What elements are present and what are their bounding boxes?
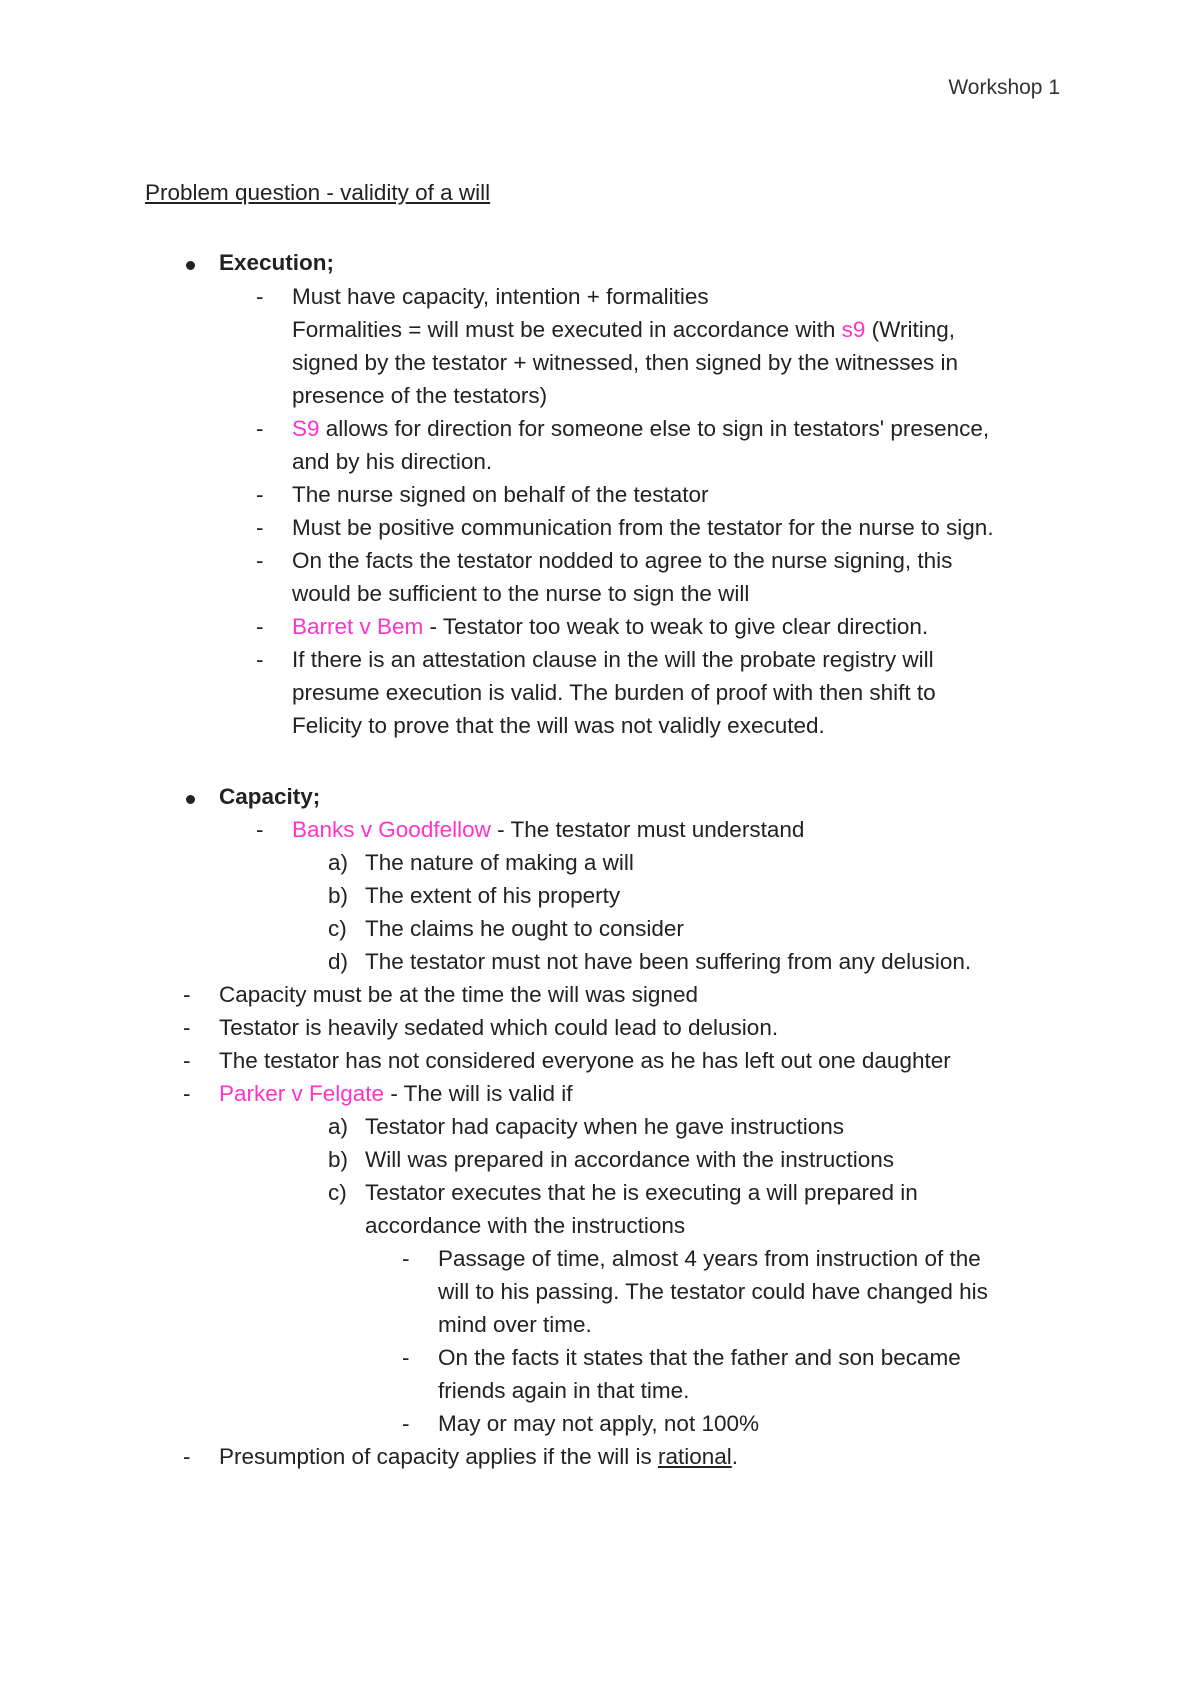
letter-marker: b) bbox=[328, 883, 349, 908]
list-item bbox=[219, 1079, 572, 1109]
list-item: accordance with the instructions bbox=[365, 1213, 686, 1238]
statute-reference: s9 bbox=[841, 317, 866, 342]
page-title: Problem question - validity of a will bbox=[145, 180, 491, 205]
dash-marker: - bbox=[402, 1246, 410, 1271]
dash-marker: - bbox=[183, 982, 191, 1007]
list-item: friends again in that time. bbox=[438, 1378, 690, 1403]
underlined-word: rational bbox=[657, 1444, 732, 1469]
list-item: presume execution is valid. The burden of proof with then shift to bbox=[292, 680, 936, 705]
list-item bbox=[292, 414, 989, 444]
dash-marker: - bbox=[256, 284, 264, 309]
dash-marker: - bbox=[402, 1345, 410, 1370]
list-item: Felicity to prove that the will was not validly executed. bbox=[292, 713, 825, 738]
text-span: - The will is valid if bbox=[384, 1081, 573, 1106]
letter-marker: c) bbox=[328, 1180, 347, 1205]
text-span: . bbox=[731, 1444, 739, 1469]
list-item: May or may not apply, not 100% bbox=[438, 1411, 759, 1436]
case-reference: Banks v Goodfellow bbox=[292, 817, 491, 842]
case-reference: Barret v Bem bbox=[292, 614, 424, 639]
text-span: Presumption of capacity applies if the will is bbox=[219, 1444, 658, 1469]
list-item: signed by the testator + witnessed, then signed by the witnesses in bbox=[292, 350, 959, 375]
list-item: Passage of time, almost 4 years from instruction of the bbox=[438, 1246, 981, 1271]
list-item: Testator executes that he is executing a will prepared in bbox=[365, 1180, 918, 1205]
list-item: The claims he ought to consider bbox=[365, 916, 684, 941]
list-item: and by his direction. bbox=[292, 449, 493, 474]
dash-marker: - bbox=[256, 482, 264, 507]
dash-marker: - bbox=[402, 1411, 410, 1436]
list-item bbox=[292, 315, 955, 345]
list-item bbox=[219, 1442, 738, 1472]
list-item: Testator is heavily sedated which could lead to delusion. bbox=[219, 1015, 779, 1040]
list-item: will to his passing. The testator could have changed his bbox=[438, 1279, 988, 1304]
capacity-heading: Capacity; bbox=[219, 784, 321, 809]
list-item: Testator had capacity when he gave instructions bbox=[365, 1114, 845, 1139]
list-item: The extent of his property bbox=[365, 883, 621, 908]
dash-marker: - bbox=[183, 1081, 191, 1106]
list-item: mind over time. bbox=[438, 1312, 592, 1337]
list-item: On the facts the testator nodded to agree to the nurse signing, this bbox=[292, 548, 953, 573]
text-span: - The testator must understand bbox=[490, 817, 805, 842]
dash-marker: - bbox=[256, 548, 264, 573]
bullet-dot bbox=[186, 261, 195, 270]
list-item bbox=[292, 815, 804, 845]
text-span: Formalities = will must be executed in accordance with bbox=[292, 317, 842, 342]
dash-marker: - bbox=[256, 647, 264, 672]
dash-marker: - bbox=[183, 1444, 191, 1469]
list-item: The nature of making a will bbox=[365, 850, 634, 875]
dash-marker: - bbox=[256, 817, 264, 842]
list-item: would be sufficient to the nurse to sign the will bbox=[292, 581, 750, 606]
bullet-dot bbox=[186, 795, 195, 804]
dash-marker: - bbox=[183, 1048, 191, 1073]
letter-marker: a) bbox=[328, 850, 349, 875]
case-reference: Parker v Felgate bbox=[219, 1081, 385, 1106]
list-item: Capacity must be at the time the will was signed bbox=[219, 982, 698, 1007]
letter-marker: d) bbox=[328, 949, 349, 974]
list-item: On the facts it states that the father and son became bbox=[438, 1345, 961, 1370]
list-item: Will was prepared in accordance with the instructions bbox=[365, 1147, 894, 1172]
letter-marker: c) bbox=[328, 916, 347, 941]
list-item: Must be positive communication from the testator for the nurse to sign. bbox=[292, 515, 994, 540]
dash-marker: - bbox=[256, 416, 264, 441]
list-item: The testator has not considered everyone as he has left out one daughter bbox=[219, 1048, 951, 1073]
dash-marker: - bbox=[183, 1015, 191, 1040]
letter-marker: b) bbox=[328, 1147, 349, 1172]
letter-marker: a) bbox=[328, 1114, 349, 1139]
dash-marker: - bbox=[256, 614, 264, 639]
list-item: If there is an attestation clause in the will the probate registry will bbox=[292, 647, 934, 672]
text-span: allows for direction for someone else to sign in testators' presence, bbox=[319, 416, 990, 441]
dash-marker: - bbox=[256, 515, 264, 540]
text-span: - Testator too weak to weak to give clear direction. bbox=[423, 614, 929, 639]
header-label: Workshop 1 bbox=[948, 76, 1060, 99]
statute-reference: S9 bbox=[292, 416, 320, 441]
list-item: presence of the testators) bbox=[292, 383, 548, 408]
list-item: The nurse signed on behalf of the testator bbox=[292, 482, 709, 507]
list-item bbox=[292, 612, 928, 642]
text-span: (Writing, bbox=[865, 317, 955, 342]
list-item: Must have capacity, intention + formalities bbox=[292, 284, 709, 309]
list-item: The testator must not have been suffering from any delusion. bbox=[365, 949, 972, 974]
execution-heading: Execution; bbox=[219, 250, 335, 275]
